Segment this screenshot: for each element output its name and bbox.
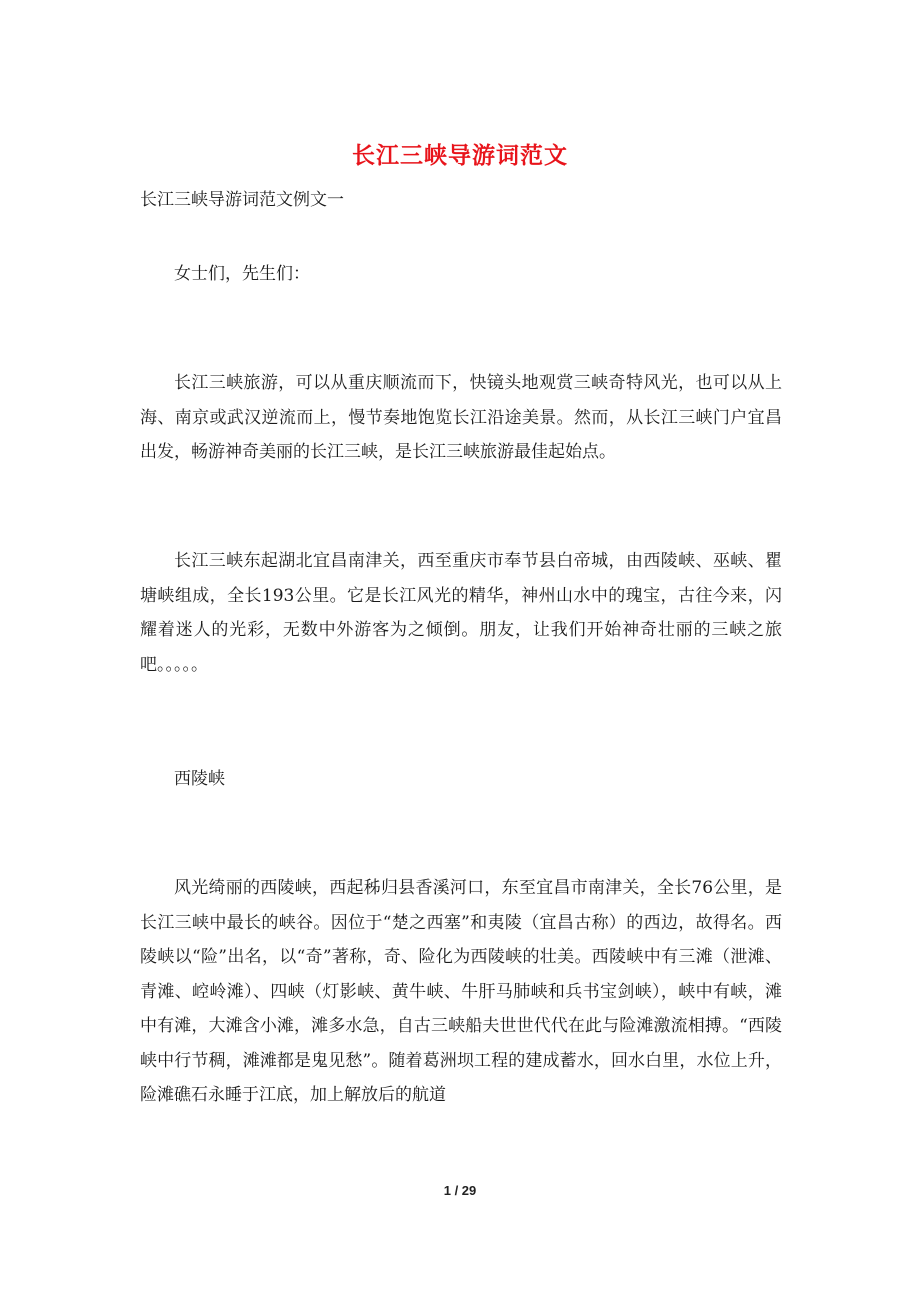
intro-paragraph: 长江三峡旅游，可以从重庆顺流而下，快镜头地观赏三峡奇特风光，也可以从上海、南京或武汉逆流而上，慢节奏地饱览长江沿途美景。然而，从长江三峡门户宜昌出发，畅游神奇美丽的长江三峡，是长江三峡旅游最佳起始点。 — [140, 373, 782, 462]
xiling-paragraph: 风光绮丽的西陵峡，西起秭归县香溪河口，东至宜昌市南津关，全长76公里，是长江三峡中最长的峡谷。因位于“楚之西塞”和夷陵（宜昌古称）的西边，故得名。西陵峡以“险”出名，以“奇”著称，奇、险化为西陵峡的壮美。西陵峡中有三滩（泄滩、青滩、崆岭滩）、四峡（灯影峡、黄牛峡、牛肝马肺峡和兵书宝剑峡），峡中有峡，滩中有滩，大滩含小滩，滩多水急，自古三峡船夫世世代代在此与险滩激流相搏。“西陵峡中行节稠，滩滩都是鬼见愁”。随着葛洲坝工程的建成蓄水，回水白里，水位上升，险滩礁石永睡于江底，加上解放后的航道 — [140, 878, 782, 1105]
document-subtitle: 长江三峡导游词范文例文一 — [140, 190, 344, 210]
greeting-paragraph: 女士们，先生们： — [174, 264, 310, 284]
section-heading-xiling: 西陵峡 — [174, 769, 225, 789]
overview-paragraph: 长江三峡东起湖北宜昌南津关，西至重庆市奉节县白帝城，由西陵峡、巫峡、瞿塘峡组成，全长193公里。它是长江风光的精华，神州山水中的瑰宝，古往今来，闪耀着迷人的光彩，无数中外游客为之倾倒。朋友，让我们开始神奇壮丽的三峡之旅吧。。。。。 — [140, 551, 782, 675]
document-title: 长江三峡导游词范文 — [352, 142, 568, 169]
page-number: 1 / 29 — [443, 1183, 477, 1198]
